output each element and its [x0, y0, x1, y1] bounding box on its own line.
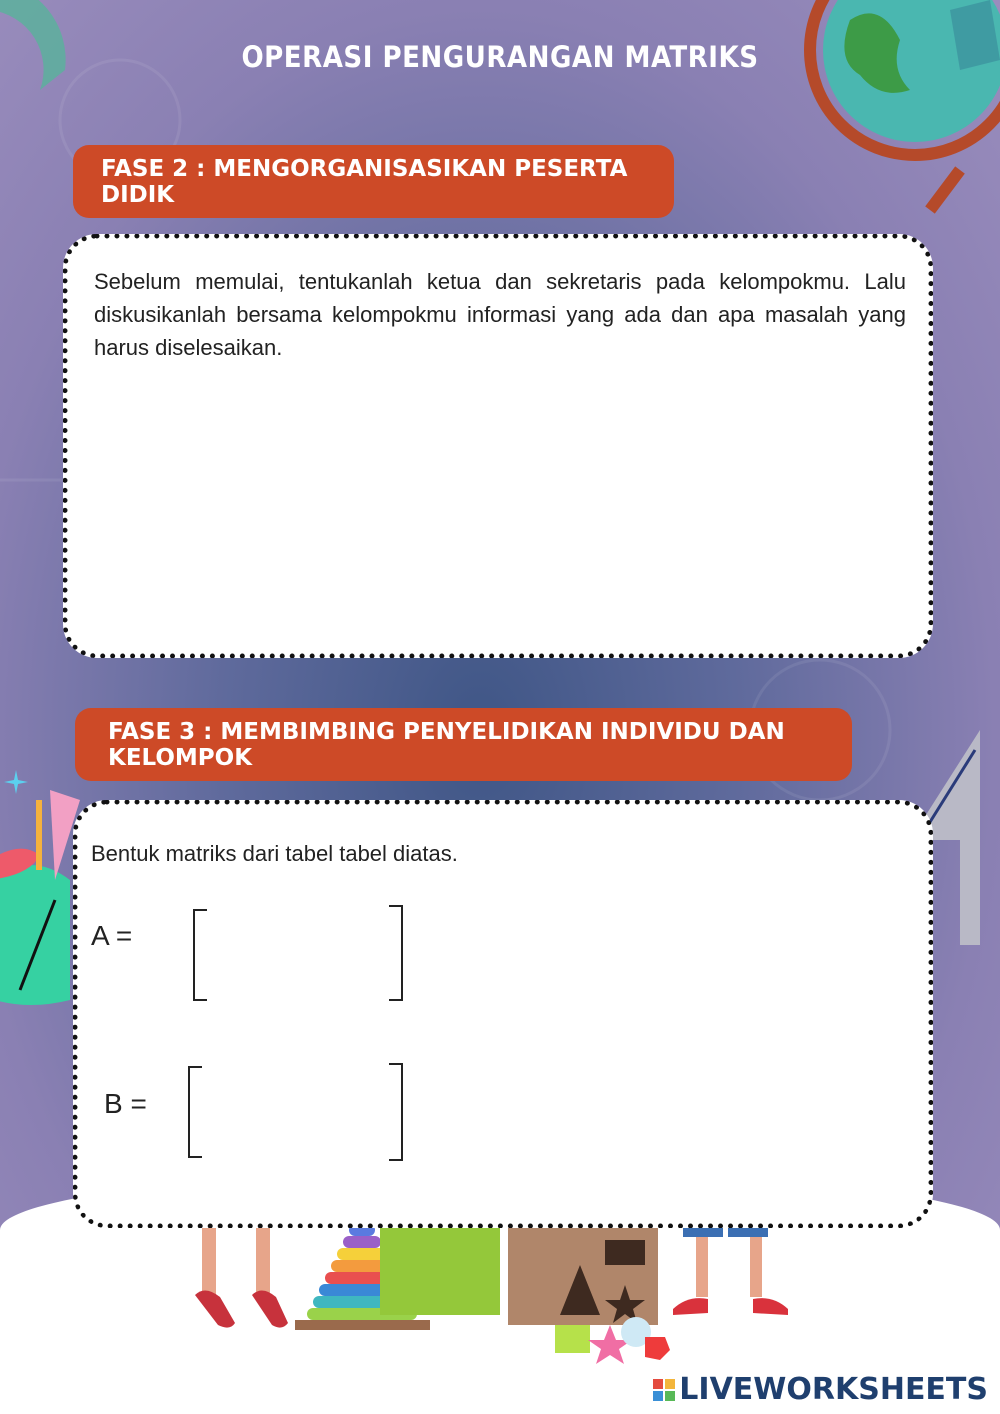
phase-3-heading — [75, 708, 852, 781]
matrix-b-left-bracket — [188, 1066, 202, 1158]
child-legs-icon — [668, 1225, 793, 1320]
phase-3-instruction: Bentuk matriks dari tabel tabel diatas. — [91, 841, 458, 866]
matrix-b-right-bracket — [389, 1063, 403, 1161]
liveworksheets-brand — [653, 1372, 988, 1407]
matrix-b-input[interactable] — [188, 1063, 403, 1161]
phase-2-heading-text: FASE 2 : MENGORGANISASIKAN PESERTA DIDIK — [101, 155, 628, 208]
liveworksheets-logo-icon — [653, 1379, 675, 1401]
child-legs-icon — [190, 1225, 290, 1330]
matrix-a-right-bracket — [389, 905, 403, 1001]
shape-sorter-icon — [380, 1225, 680, 1365]
sparkle-icon — [4, 770, 28, 794]
page-title: OPERASI PENGURANGAN MATRIKS — [241, 40, 759, 74]
matrix-b-label: B = — [104, 1088, 147, 1119]
matrix-a-left-bracket — [193, 909, 207, 1001]
phase-3-heading-text: FASE 3 : MEMBIMBING PENYELIDIKAN INDIVIDU DAN KELOMPOK — [108, 718, 785, 771]
phase-2-heading — [73, 145, 674, 218]
brand-name: LIVEWORKSHEETS — [679, 1372, 988, 1407]
phase-2-card — [63, 234, 933, 658]
globe-icon — [790, 0, 1000, 230]
matrix-a-label: A = — [91, 920, 133, 951]
phase-2-instructions: Sebelum memulai, tentukanlah ketua dan sekretaris pada kelompokmu. Lalu diskusikanlah bersama kelompokmu informasi yang ada dan apa masalah yang harus diselesaikan. — [94, 269, 906, 360]
matrix-a-input[interactable] — [193, 905, 403, 1001]
phase-3-card — [73, 800, 933, 1228]
